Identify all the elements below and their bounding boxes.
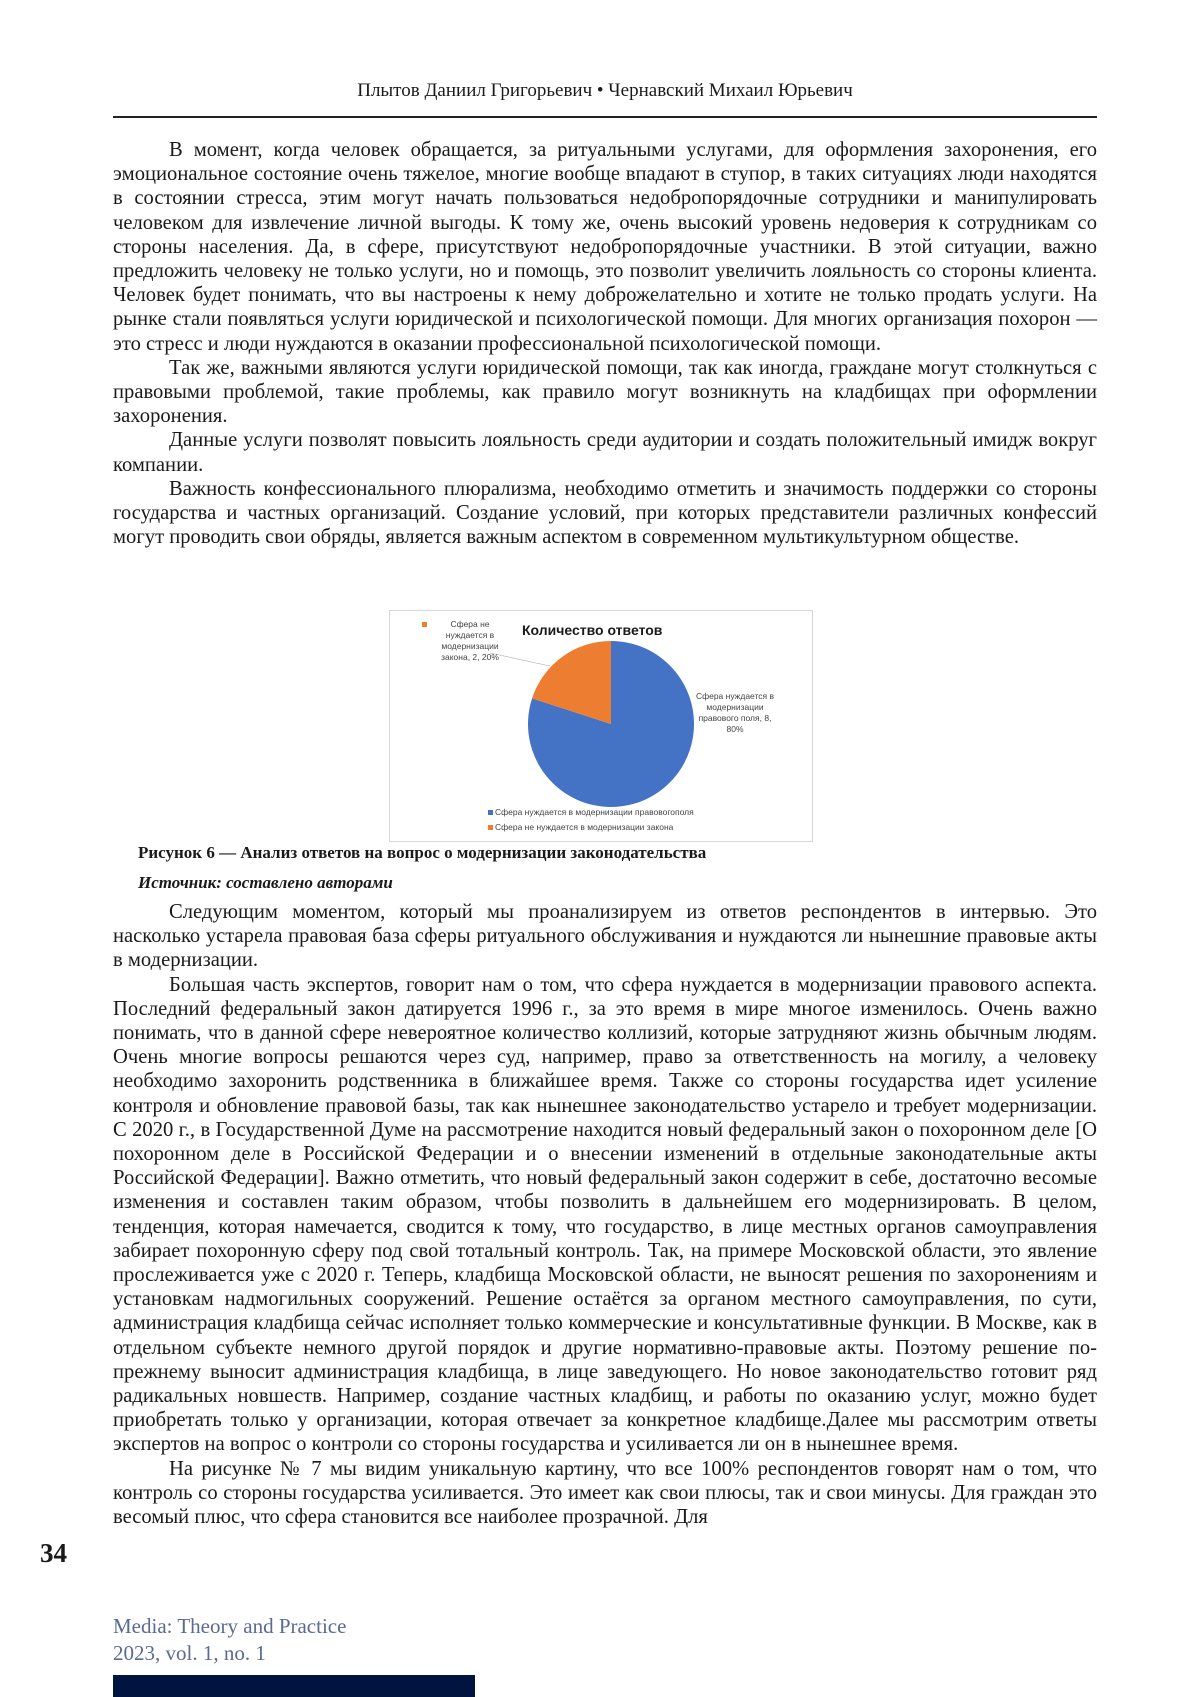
- chart-title: Количество ответов: [522, 622, 662, 638]
- running-header: Плытов Даниил Григорьевич • Чернавский Михаил Юрьевич: [113, 80, 1097, 102]
- journal-footer: [113, 1613, 346, 1667]
- legend-item-blue: Сфера нуждается в модернизации правовогополя: [488, 807, 694, 817]
- pie-chart: [389, 610, 813, 842]
- paragraph: В момент, когда человек обращается, за ритуальными услугами, для оформления захоронения, его эмоциональное состояние очень тяжелое, многие вообще впадают в ступор, в таких ситуациях люди находятся в состоянии стресса, этим могут начать пользоваться недобропорядочные сотрудники и манипулировать человеком для извлечение личной выгоды. К тому же, очень высокий уровень недоверия к сотрудникам со стороны населения. Да, в сфере, присутствуют недобропорядочные участники. В этой ситуации, важно предложить человеку не только услуги, но и помощь, это позволит увеличить лояльность со стороны клиента. Человек будет понимать, что вы настроены к нему доброжелательно и хотите не только продать услуги. На рынке стали появляться услуги юридической и психологической помощи. Для многих организация похорон — это стресс и люди нуждаются в оказании профессиональной психологической помощи.: [113, 138, 1097, 356]
- paragraph: На рисунке № 7 мы видим уникальную картину, что все 100% респондентов говорят нам о том, что контроль со стороны государства усиливается. Это имеет как свои плюсы, так и свои минусы. Для граждан это весомый плюс, что сфера становится все наиболее прозрачной. Для: [113, 1457, 1097, 1530]
- figure-source: Источник: составлено авторами: [138, 873, 393, 893]
- header-rule: [113, 116, 1097, 118]
- body-text-top: [113, 138, 1097, 549]
- paragraph: Следующим моментом, который мы проанализируем из ответов респондентов в интервью. Это насколько устарела правовая база сферы ритуального обслуживания и нуждаются ли нынешние правовые акты в модернизации.: [113, 900, 1097, 973]
- data-label-blue: Сфера нуждается в модернизации правового поля, 8, 80%: [690, 691, 780, 735]
- page-number: 34: [40, 1538, 67, 1569]
- footer-bar: [113, 1675, 475, 1697]
- paragraph: Большая часть экспертов, говорит нам о том, что сфера нуждается в модернизации правового аспекта. Последний федеральный закон датируется 1996 г., за это время в мире многое изменилось. Очень важно понимать, что в данной сфере невероятное количество коллизий, которые затрудняют жизнь обычным людям. Очень многие вопросы решаются через суд, например, право за ответственность на могилу, а человеку необходимо захоронить родственника в ближайшее время. Также со стороны государства идет усиление контроля и обновление правовой базы, так как нынешнее законодательство устарело и требует модернизации. С 2020 г., в Государственной Думе на рассмотрение находится новый федеральный закон о похоронном деле [О похоронном деле в Российской Федерации и о внесении изменений в отдельные законодательные акты Российской Федерации]. Важно отметить, что новый федеральный закон содержит в себе, достаточно весомые изменения и составлен таким образом, чтобы позволить в дальнейшем его модернизировать. В целом, тенденция, которая намечается, сводится к тому, что государство, в лице местных органов самоуправления забирает похоронную сферу под свой тотальный контроль. Так, на примере Московской области, это явление прослеживается уже с 2020 г. Теперь, кладбища Московской области, не выносят решения по захоронениям и установкам надмогильных сооружений. Решение остаётся за органом местного самоуправления, по сути, администрация кладбища сейчас исполняет только коммерческие и консультативные функции. В Москве, как в отдельном субъекте немного другой порядок и другие нормативно-правовые акты. Поэтому решение по-прежнему выносит администрация кладбища, в лице заведующего. Но новое законодательство готовит ряд радикальных новшеств. Например, создание частных кладбищ, и работы по оказанию услуг, можно будет приобретать только у организации, которая отвечает за конкретное кладбище.Далее мы рассмотрим ответы экспертов на вопрос о контроли со стороны государства и усиливается ли он в нынешнее время.: [113, 973, 1097, 1457]
- paragraph: Так же, важными являются услуги юридической помощи, так как иногда, граждане могут столкнуться с правовыми проблемой, такие проблемы, как правило могут возникнуть на кладбищах при оформлении захоронения.: [113, 356, 1097, 429]
- figure-caption: Рисунок 6 — Анализ ответов на вопрос о модернизации законодательства: [138, 843, 706, 863]
- paragraph: Данные услуги позволят повысить лояльность среди аудитории и создать положительный имидж вокруг компании.: [113, 428, 1097, 476]
- data-label-orange: Сфера не нуждается в модернизации закона, 2, 20%: [430, 619, 510, 663]
- legend-item-orange: Сфера не нуждается в модернизации закона: [488, 822, 673, 832]
- journal-name: Media: Theory and Practice: [113, 1613, 346, 1640]
- journal-issue: 2023, vol. 1, no. 1: [113, 1640, 346, 1667]
- body-text-bottom: [113, 900, 1097, 1529]
- paragraph: Важность конфессионального плюрализма, необходимо отметить и значимость поддержки со стороны государства и частных организаций. Создание условий, при которых представители различных конфессий могут проводить свои обряды, является важным аспектом в современном мультикультурном обществе.: [113, 477, 1097, 550]
